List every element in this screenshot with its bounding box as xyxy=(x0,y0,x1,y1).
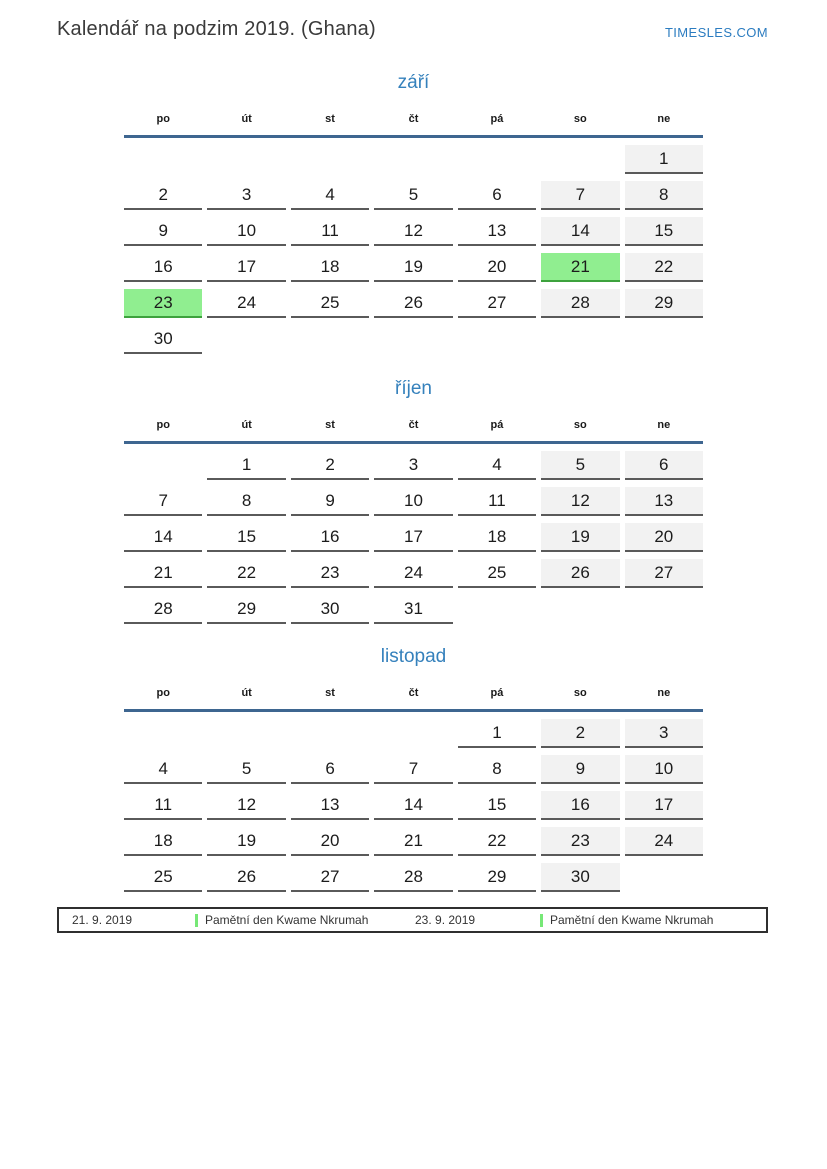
empty-cell xyxy=(625,595,703,624)
day-cell: 27 xyxy=(625,559,703,588)
empty-cell xyxy=(625,863,703,892)
day-cell: 30 xyxy=(124,325,202,354)
holiday-legend xyxy=(57,907,768,933)
day-cell: 21 xyxy=(124,559,202,588)
day-cell: 7 xyxy=(541,181,619,210)
day-cell: 29 xyxy=(207,595,285,624)
day-cell: 12 xyxy=(207,791,285,820)
day-cell: 10 xyxy=(625,755,703,784)
week-row xyxy=(124,595,703,624)
day-cell: 29 xyxy=(458,863,536,892)
day-cell: 24 xyxy=(374,559,452,588)
holiday-marker-icon xyxy=(540,914,543,927)
legend-date: 21. 9. 2019 xyxy=(72,913,133,927)
day-cell: 10 xyxy=(207,217,285,246)
day-cell: 9 xyxy=(541,755,619,784)
weekday-header: ne xyxy=(657,687,671,699)
week-row xyxy=(124,863,703,892)
day-cell: 4 xyxy=(124,755,202,784)
day-cell: 8 xyxy=(207,487,285,516)
month-november xyxy=(124,645,703,892)
week-row xyxy=(124,451,703,480)
page-title: Kalendář na podzim 2019. (Ghana) xyxy=(57,18,376,40)
day-cell: 14 xyxy=(124,523,202,552)
day-cell: 5 xyxy=(374,181,452,210)
day-cell: 13 xyxy=(291,791,369,820)
weekday-header: so xyxy=(573,113,587,125)
weekday-header: st xyxy=(325,687,335,699)
day-cell: 31 xyxy=(374,595,452,624)
empty-cell xyxy=(207,719,285,748)
empty-cell xyxy=(541,325,619,354)
day-cell: 18 xyxy=(291,253,369,282)
empty-cell xyxy=(291,145,369,174)
day-cell: 20 xyxy=(458,253,536,282)
empty-cell xyxy=(458,145,536,174)
weekday-header: út xyxy=(241,113,252,125)
month-september xyxy=(124,71,703,354)
day-cell: 21 xyxy=(541,253,619,282)
weekday-header: čt xyxy=(408,687,419,699)
day-cell: 14 xyxy=(374,791,452,820)
day-cell: 7 xyxy=(374,755,452,784)
empty-cell xyxy=(541,595,619,624)
weekday-header: ne xyxy=(657,113,671,125)
day-cell: 30 xyxy=(541,863,619,892)
day-cell: 1 xyxy=(458,719,536,748)
week-row xyxy=(124,253,703,282)
header-divider xyxy=(124,441,703,444)
month-october xyxy=(124,377,703,624)
weekday-header: pá xyxy=(490,687,504,699)
weekday-header: út xyxy=(241,687,252,699)
day-cell: 22 xyxy=(458,827,536,856)
day-cell: 2 xyxy=(541,719,619,748)
day-cell: 25 xyxy=(124,863,202,892)
empty-cell xyxy=(124,451,202,480)
day-cell: 11 xyxy=(124,791,202,820)
week-row xyxy=(124,755,703,784)
empty-cell xyxy=(458,595,536,624)
legend-label: Pamětní den Kwame Nkrumah xyxy=(550,913,714,927)
day-cell: 23 xyxy=(124,289,202,318)
day-cell: 15 xyxy=(458,791,536,820)
day-cell: 24 xyxy=(207,289,285,318)
empty-cell xyxy=(124,719,202,748)
day-cell: 19 xyxy=(207,827,285,856)
day-cell: 16 xyxy=(291,523,369,552)
day-cell: 10 xyxy=(374,487,452,516)
day-cell: 5 xyxy=(541,451,619,480)
day-cell: 16 xyxy=(541,791,619,820)
day-cell: 1 xyxy=(625,145,703,174)
day-cell: 3 xyxy=(374,451,452,480)
week-row xyxy=(124,145,703,174)
empty-cell xyxy=(625,325,703,354)
day-cell: 22 xyxy=(207,559,285,588)
day-cell: 11 xyxy=(291,217,369,246)
weekday-header-row xyxy=(124,685,703,701)
day-cell: 18 xyxy=(458,523,536,552)
day-cell: 20 xyxy=(625,523,703,552)
weekday-header: čt xyxy=(408,419,419,431)
header-divider xyxy=(124,709,703,712)
day-cell: 23 xyxy=(291,559,369,588)
empty-cell xyxy=(291,325,369,354)
day-cell: 4 xyxy=(458,451,536,480)
day-cell: 7 xyxy=(124,487,202,516)
day-cell: 19 xyxy=(374,253,452,282)
day-cell: 2 xyxy=(124,181,202,210)
day-cell: 26 xyxy=(541,559,619,588)
day-cell: 8 xyxy=(458,755,536,784)
day-cell: 6 xyxy=(458,181,536,210)
day-cell: 18 xyxy=(124,827,202,856)
legend-entry xyxy=(195,909,368,931)
weekday-header: út xyxy=(241,419,252,431)
month-title: říjen xyxy=(395,378,432,399)
weekday-header: pá xyxy=(490,113,504,125)
weekday-header-row xyxy=(124,111,703,127)
day-cell: 28 xyxy=(541,289,619,318)
day-cell: 13 xyxy=(625,487,703,516)
day-cell: 15 xyxy=(207,523,285,552)
weekday-header: st xyxy=(325,419,335,431)
day-cell: 27 xyxy=(291,863,369,892)
legend-entry xyxy=(540,909,713,931)
day-cell: 28 xyxy=(124,595,202,624)
empty-cell xyxy=(207,325,285,354)
week-row xyxy=(124,487,703,516)
empty-cell xyxy=(291,719,369,748)
week-row xyxy=(124,719,703,748)
brand-link[interactable]: TIMESLES.COM xyxy=(664,25,768,40)
empty-cell xyxy=(458,325,536,354)
day-cell: 29 xyxy=(625,289,703,318)
day-cell: 25 xyxy=(458,559,536,588)
week-row xyxy=(124,217,703,246)
week-row xyxy=(124,181,703,210)
day-cell: 6 xyxy=(625,451,703,480)
day-cell: 9 xyxy=(291,487,369,516)
day-cell: 19 xyxy=(541,523,619,552)
day-cell: 12 xyxy=(541,487,619,516)
weekday-header: po xyxy=(156,113,170,125)
day-cell: 25 xyxy=(291,289,369,318)
week-row xyxy=(124,559,703,588)
day-cell: 3 xyxy=(207,181,285,210)
day-cell: 4 xyxy=(291,181,369,210)
weekday-header: so xyxy=(573,687,587,699)
header-divider xyxy=(124,135,703,138)
day-cell: 21 xyxy=(374,827,452,856)
week-row xyxy=(124,325,703,354)
day-cell: 17 xyxy=(625,791,703,820)
day-cell: 27 xyxy=(458,289,536,318)
day-cell: 28 xyxy=(374,863,452,892)
holiday-marker-icon xyxy=(195,914,198,927)
empty-cell xyxy=(124,145,202,174)
day-cell: 14 xyxy=(541,217,619,246)
empty-cell xyxy=(374,325,452,354)
day-cell: 17 xyxy=(374,523,452,552)
weekday-header: st xyxy=(325,113,335,125)
day-cell: 2 xyxy=(291,451,369,480)
weekday-header: čt xyxy=(408,113,419,125)
empty-cell xyxy=(374,719,452,748)
weekday-header-row xyxy=(124,417,703,433)
empty-cell xyxy=(207,145,285,174)
legend-date: 23. 9. 2019 xyxy=(415,913,476,927)
day-cell: 11 xyxy=(458,487,536,516)
day-cell: 1 xyxy=(207,451,285,480)
day-cell: 23 xyxy=(541,827,619,856)
weekday-header: ne xyxy=(657,419,671,431)
day-cell: 9 xyxy=(124,217,202,246)
empty-cell xyxy=(541,145,619,174)
day-cell: 30 xyxy=(291,595,369,624)
weekday-header: so xyxy=(573,419,587,431)
month-title: září xyxy=(397,72,430,93)
day-cell: 15 xyxy=(625,217,703,246)
week-row xyxy=(124,523,703,552)
day-cell: 20 xyxy=(291,827,369,856)
weekday-header: po xyxy=(156,419,170,431)
week-row xyxy=(124,791,703,820)
day-cell: 13 xyxy=(458,217,536,246)
weekday-header: po xyxy=(156,687,170,699)
day-cell: 3 xyxy=(625,719,703,748)
week-row xyxy=(124,289,703,318)
day-cell: 26 xyxy=(207,863,285,892)
week-row xyxy=(124,827,703,856)
day-cell: 26 xyxy=(374,289,452,318)
legend-label: Pamětní den Kwame Nkrumah xyxy=(205,913,369,927)
day-cell: 24 xyxy=(625,827,703,856)
day-cell: 17 xyxy=(207,253,285,282)
day-cell: 12 xyxy=(374,217,452,246)
month-title: listopad xyxy=(380,646,447,667)
empty-cell xyxy=(374,145,452,174)
day-cell: 8 xyxy=(625,181,703,210)
day-cell: 16 xyxy=(124,253,202,282)
day-cell: 6 xyxy=(291,755,369,784)
day-cell: 22 xyxy=(625,253,703,282)
weekday-header: pá xyxy=(490,419,504,431)
day-cell: 5 xyxy=(207,755,285,784)
